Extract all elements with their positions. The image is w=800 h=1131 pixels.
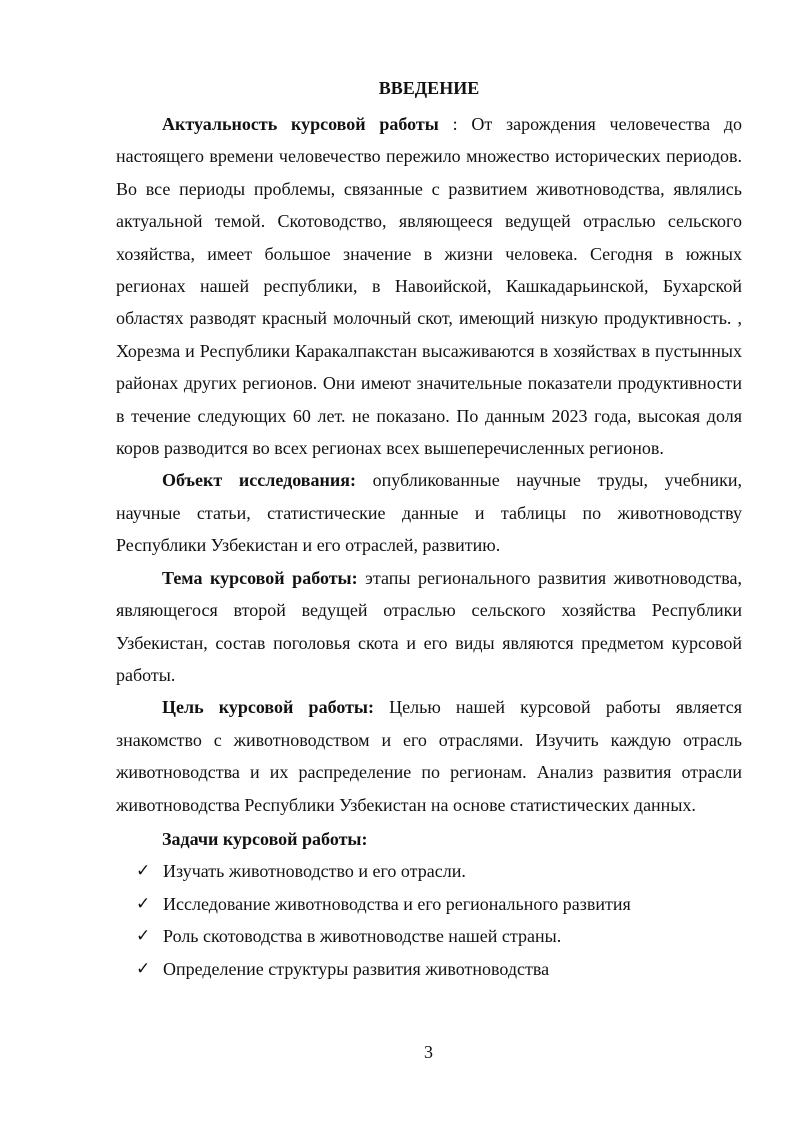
paragraph-label: Тема курсовой работы: — [162, 567, 358, 588]
paragraph-label: Актуальность курсовой работы — [162, 114, 439, 134]
checkmark-icon: ✓ — [136, 958, 151, 979]
paragraph-text: этапы регионального развития животноводства, являющегося второй ведущей отраслью сельского хозяйства Республики Узбекистан, состав поголовья скота и его виды являются предметом курсовой работы. — [116, 567, 742, 685]
task-text: Определение структуры развития животноводства — [163, 958, 550, 979]
paragraph-topic — [116, 562, 742, 692]
task-text: Роль скотоводства в животноводстве нашей страны. — [163, 926, 562, 947]
paragraph-goal — [116, 691, 742, 821]
task-text: Изучать животноводство и его отрасли. — [163, 861, 466, 882]
paragraph-text: : От зарождения человечества до настоящего времени человечество пережило множество исторических периодов. Во все периоды проблемы, связанные с развитием животноводства, являлись актуальной темой. Скотоводство, являющееся ведущей отраслью сельского хозяйства, имеет большое значение в жизни человека. Сегодня в южных регионах нашей республики, в Навоийской, Кашкадарьинской, Бухарской областях разводят красный молочный скот, имеющий низкую продуктивность. , Хорезма и Республики Каракалпакстан высаживаются в хозяйствах в пустынных районах других регионов. Они имеют значительные показатели продуктивности в течение следующих 60 лет. не показано. По данным 2023 года, высокая доля коров разводится во всех регионах всех вышеперечисленных регионов. — [116, 114, 742, 459]
page-title: ВВЕДЕНИЕ — [378, 78, 480, 98]
paragraph-label: Цель курсовой работы: — [162, 697, 374, 718]
checkmark-icon: ✓ — [136, 861, 151, 882]
checkmark-icon: ✓ — [136, 926, 151, 947]
list-item — [136, 953, 742, 985]
checkmark-icon: ✓ — [136, 893, 151, 914]
paragraph-relevance — [116, 108, 742, 464]
task-text: Исследование животноводства и его регионального развития — [163, 893, 631, 914]
paragraph-text: опубликованные научные труды, учебники, научные статьи, статистические данные и таблицы по животноводству Республики Узбекистан и его отраслей, развитию. — [116, 470, 742, 556]
paragraph-label: Объект исследования: — [162, 470, 356, 491]
paragraph-research-object — [116, 464, 742, 561]
tasks-list — [116, 855, 742, 985]
list-item — [136, 920, 742, 952]
page-number: 3 — [424, 1042, 433, 1062]
tasks-heading: Задачи курсовой работы: — [162, 828, 368, 849]
list-item — [136, 888, 742, 920]
paragraph-text: Целью нашей курсовой работы является знакомство с животноводством и его отраслями. Изучить каждую отрасль животноводства и их распределение по регионам. Анализ развития отрасли животноводства Республики Узбекистан на основе статистических данных. — [116, 697, 742, 815]
list-item — [136, 855, 742, 887]
